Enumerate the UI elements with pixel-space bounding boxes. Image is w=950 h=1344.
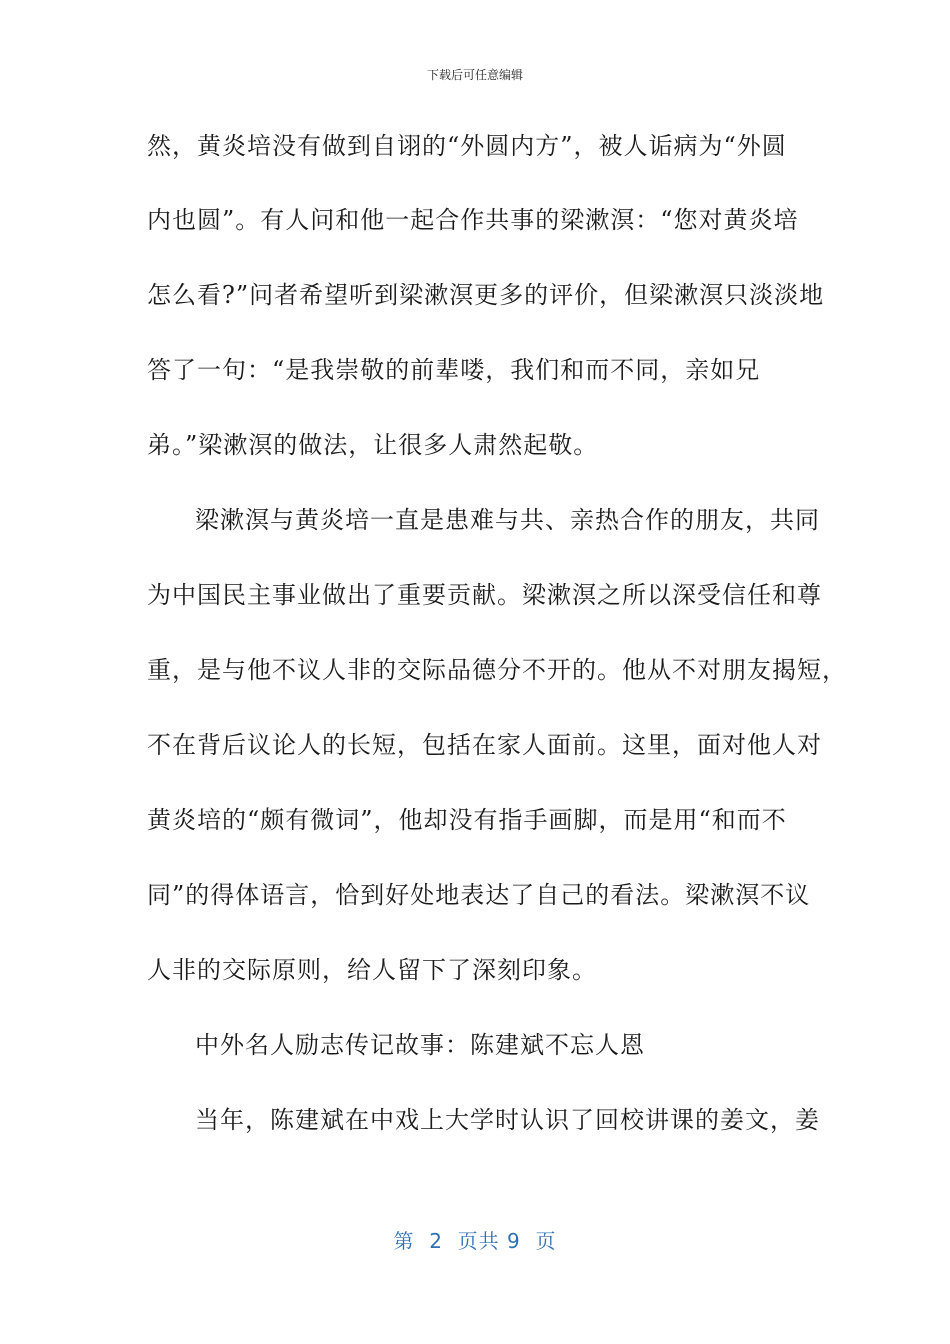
body-line-9: 不在背后议论人的长短，包括在家人面前。这里，面对他人对: [147, 731, 822, 759]
body-line-10: 黄炎培的“颇有微词”，他却没有指手画脚，而是用“和而不: [147, 806, 787, 834]
body-line-12: 人非的交际原则，给人留下了深刻印象。: [147, 956, 597, 984]
paragraph-start-line: 当年，陈建斌在中戏上大学时认识了回校讲课的姜文，姜: [195, 1106, 820, 1134]
body-line-2: 内也圆”。有人问和他一起合作共事的梁漱溟：“您对黄炎培: [147, 206, 799, 234]
header-note: 下载后可任意编辑: [426, 68, 523, 82]
section-heading: 中外名人励志传记故事：陈建斌不忘人恩: [195, 1031, 645, 1059]
body-line-1: 然，黄炎培没有做到自诩的“外圆内方”，被人诟病为“外圆: [147, 132, 787, 160]
body-line-11: 同”的得体语言，恰到好处地表达了自己的看法。梁漱溟不议: [147, 881, 811, 909]
body-line-3: 怎么看?”问者希望听到梁漱溟更多的评价，但梁漱溟只淡淡地: [147, 281, 825, 309]
body-line-4: 答了一句：“是我崇敬的前辈喽，我们和而不同，亲如兄: [147, 356, 761, 384]
page-number: [0, 1225, 950, 1254]
page-number-label: 第 2 页共 9 页: [393, 1229, 557, 1253]
paragraph-start-line: 梁漱溟与黄炎培一直是患难与共、亲热合作的朋友，共同: [195, 506, 820, 534]
body-line-8: 重，是与他不议人非的交际品德分不开的。他从不对朋友揭短，: [147, 656, 847, 684]
body-line-7: 为中国民主事业做出了重要贡献。梁漱溟之所以深受信任和尊: [147, 581, 822, 609]
body-line-5: 弟。”梁漱溟的做法，让很多人肃然起敬。: [147, 431, 599, 459]
